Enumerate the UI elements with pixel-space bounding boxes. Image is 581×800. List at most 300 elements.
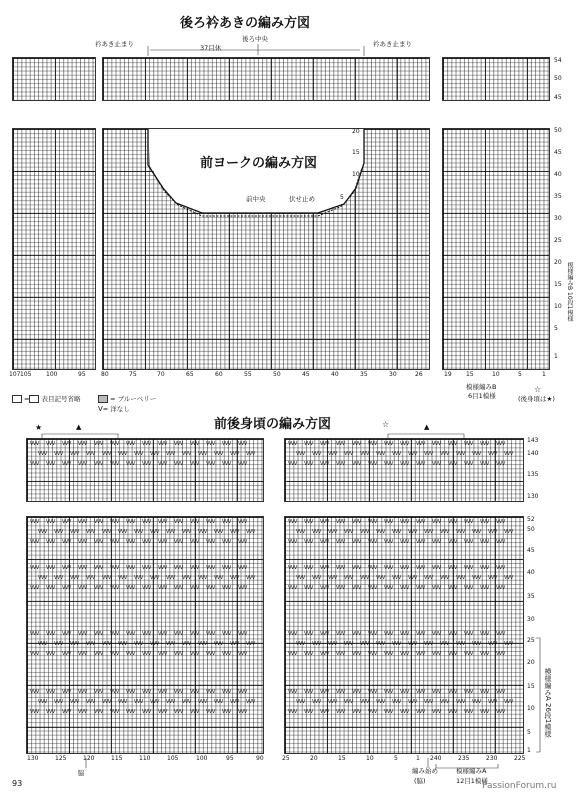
pear-motif-icon: VVV bbox=[296, 451, 305, 457]
front-stitch-number: 35 bbox=[360, 371, 368, 378]
back-neck-row-54: 54 bbox=[554, 57, 562, 64]
pear-motif-icon: VVV bbox=[110, 585, 119, 591]
pear-motif-icon: VVV bbox=[198, 451, 207, 457]
pear-motif-icon: VVV bbox=[392, 451, 401, 457]
pear-motif-icon: VVV bbox=[86, 641, 95, 647]
body-title: 前後身頃の編み方図 bbox=[214, 417, 332, 432]
pear-motif-icon: VVV bbox=[38, 451, 47, 457]
body-row-number: 5 bbox=[527, 729, 531, 736]
pear-motif-icon: VVV bbox=[400, 461, 409, 467]
pear-motif-icon: VVV bbox=[62, 585, 71, 591]
pear-motif-icon: VVV bbox=[432, 519, 441, 525]
pear-motif-icon: VVV bbox=[288, 631, 297, 637]
front-stitch-number: 55 bbox=[244, 371, 252, 378]
pear-motif-icon: VVV bbox=[214, 575, 223, 581]
pear-motif-icon: VVV bbox=[174, 519, 183, 525]
pear-motif-icon: VVV bbox=[158, 585, 167, 591]
pear-motif-icon: VVV bbox=[206, 689, 215, 695]
pear-motif-icon: VVV bbox=[400, 519, 409, 525]
pattern-b-label: 模様編みB bbox=[466, 383, 497, 391]
start-sub-label: (脇) bbox=[414, 777, 426, 785]
pear-motif-icon: VVV bbox=[230, 641, 239, 647]
pear-motif-icon: VVV bbox=[344, 641, 353, 647]
pear-motif-icon: VVV bbox=[440, 641, 449, 647]
front-stitch-number: 10 bbox=[492, 371, 500, 378]
pear-motif-icon: VVV bbox=[320, 651, 329, 657]
pear-motif-icon: VVV bbox=[384, 585, 393, 591]
pear-motif-icon: VVV bbox=[288, 709, 297, 715]
body-row-number: 15 bbox=[527, 683, 535, 690]
pear-motif-icon: VVV bbox=[222, 651, 231, 657]
front-stitch-number: 60 bbox=[215, 371, 223, 378]
pear-motif-icon: VVV bbox=[360, 575, 369, 581]
front-side-row-number: 10 bbox=[554, 303, 562, 310]
pear-motif-icon: VVV bbox=[102, 451, 111, 457]
pear-motif-icon: VVV bbox=[94, 441, 103, 447]
pear-motif-icon: VVV bbox=[464, 585, 473, 591]
pear-motif-icon: VVV bbox=[54, 575, 63, 581]
body-row-number: 143 bbox=[527, 437, 539, 444]
pear-motif-icon: VVV bbox=[150, 575, 159, 581]
pear-motif-icon: VVV bbox=[206, 539, 215, 545]
pear-motif-icon: VVV bbox=[78, 441, 87, 447]
pear-motif-icon: VVV bbox=[448, 709, 457, 715]
page-number: 93 bbox=[12, 779, 23, 788]
pear-motif-icon: VVV bbox=[126, 689, 135, 695]
pear-motif-icon: VVV bbox=[206, 709, 215, 715]
front-stitch-number: 50 bbox=[273, 371, 281, 378]
pear-motif-icon: VVV bbox=[304, 565, 313, 571]
pear-motif-icon: VVV bbox=[480, 539, 489, 545]
pear-motif-icon: VVV bbox=[46, 565, 55, 571]
pear-motif-icon: VVV bbox=[30, 461, 39, 467]
pear-motif-icon: VVV bbox=[206, 519, 215, 525]
pear-motif-icon: VVV bbox=[46, 585, 55, 591]
front-side-row-number: 20 bbox=[554, 259, 562, 266]
pear-motif-icon: VVV bbox=[182, 529, 191, 535]
pear-motif-icon: VVV bbox=[230, 529, 239, 535]
pear-motif-icon: VVV bbox=[416, 689, 425, 695]
pear-motif-icon: VVV bbox=[368, 585, 377, 591]
pear-motif-icon: VVV bbox=[174, 651, 183, 657]
pear-motif-icon: VVV bbox=[238, 565, 247, 571]
pear-motif-icon: VVV bbox=[416, 585, 425, 591]
pear-motif-icon: VVV bbox=[496, 565, 505, 571]
pear-motif-icon: VVV bbox=[384, 631, 393, 637]
bind-off-label: 伏せ止め bbox=[289, 195, 315, 203]
body-row-number: 30 bbox=[527, 616, 535, 623]
pear-motif-icon: VVV bbox=[424, 641, 433, 647]
pear-motif-icon: VVV bbox=[288, 585, 297, 591]
pear-motif-icon: VVV bbox=[416, 709, 425, 715]
pear-motif-icon: VVV bbox=[320, 631, 329, 637]
front-stitch-number: 5 bbox=[518, 371, 522, 378]
pear-motif-icon: VVV bbox=[352, 565, 361, 571]
pear-motif-icon: VVV bbox=[246, 641, 255, 647]
pear-motif-icon: VVV bbox=[464, 651, 473, 657]
pear-motif-icon: VVV bbox=[190, 709, 199, 715]
pear-motif-icon: VVV bbox=[368, 709, 377, 715]
pear-motif-icon: VVV bbox=[296, 641, 305, 647]
pear-motif-icon: VVV bbox=[368, 651, 377, 657]
pear-motif-icon: VVV bbox=[352, 519, 361, 525]
body-stitch-number: 235 bbox=[458, 755, 470, 762]
pear-motif-icon: VVV bbox=[288, 565, 297, 571]
pear-motif-icon: VVV bbox=[376, 529, 385, 535]
pear-motif-icon: VVV bbox=[214, 529, 223, 535]
front-side-row-number: 35 bbox=[554, 193, 562, 200]
back-neck-right-stop: 衿あき止まり bbox=[373, 40, 412, 48]
pear-motif-icon: VVV bbox=[504, 641, 513, 647]
pear-motif-icon: VVV bbox=[336, 585, 345, 591]
pear-motif-icon: VVV bbox=[182, 641, 191, 647]
pear-motif-icon: VVV bbox=[238, 441, 247, 447]
pear-motif-icon: VVV bbox=[328, 575, 337, 581]
body-stitch-number: 5 bbox=[394, 755, 398, 762]
pear-motif-icon: VVV bbox=[424, 575, 433, 581]
pear-motif-icon: VVV bbox=[448, 539, 457, 545]
pear-motif-icon: VVV bbox=[174, 565, 183, 571]
pear-motif-icon: VVV bbox=[328, 451, 337, 457]
pear-motif-icon: VVV bbox=[416, 461, 425, 467]
pear-motif-icon: VVV bbox=[142, 651, 151, 657]
pear-motif-icon: VVV bbox=[424, 451, 433, 457]
pear-motif-icon: VVV bbox=[288, 539, 297, 545]
pear-motif-icon: VVV bbox=[464, 461, 473, 467]
pear-motif-icon: VVV bbox=[190, 461, 199, 467]
pear-motif-icon: VVV bbox=[408, 699, 417, 705]
pear-motif-icon: VVV bbox=[238, 709, 247, 715]
pear-motif-icon: VVV bbox=[368, 565, 377, 571]
pear-motif-icon: VVV bbox=[456, 451, 465, 457]
pear-motif-icon: VVV bbox=[496, 585, 505, 591]
pear-motif-icon: VVV bbox=[304, 689, 313, 695]
pear-motif-icon: VVV bbox=[46, 441, 55, 447]
body-row-number: 10 bbox=[527, 705, 535, 712]
pear-motif-icon: VVV bbox=[288, 519, 297, 525]
pear-motif-icon: VVV bbox=[174, 709, 183, 715]
pear-motif-icon: VVV bbox=[174, 631, 183, 637]
pear-motif-icon: VVV bbox=[288, 689, 297, 695]
pear-motif-icon: VVV bbox=[504, 529, 513, 535]
body-row-number: 135 bbox=[527, 471, 539, 478]
pear-motif-icon: VVV bbox=[206, 651, 215, 657]
pear-motif-icon: VVV bbox=[400, 709, 409, 715]
body-stitch-number: 100 bbox=[196, 755, 208, 762]
pear-motif-icon: VVV bbox=[296, 575, 305, 581]
body-stitch-number: 240 bbox=[430, 755, 442, 762]
pear-motif-icon: VVV bbox=[416, 539, 425, 545]
pear-motif-icon: VVV bbox=[480, 441, 489, 447]
legend-blueberry: = ブルーベリー bbox=[98, 395, 156, 403]
front-stitch-number: 107 bbox=[9, 371, 21, 378]
pear-motif-icon: VVV bbox=[384, 539, 393, 545]
pear-motif-icon: VVV bbox=[384, 441, 393, 447]
front-row-15: 15 bbox=[352, 149, 360, 156]
pear-motif-icon: VVV bbox=[238, 585, 247, 591]
pear-motif-icon: VVV bbox=[480, 461, 489, 467]
front-stitch-number: 1 bbox=[542, 371, 546, 378]
pear-motif-icon: VVV bbox=[456, 575, 465, 581]
pear-motif-icon: VVV bbox=[432, 539, 441, 545]
pear-motif-icon: VVV bbox=[110, 539, 119, 545]
pear-motif-icon: VVV bbox=[440, 451, 449, 457]
pear-motif-icon: VVV bbox=[46, 539, 55, 545]
pear-motif-icon: VVV bbox=[246, 575, 255, 581]
pear-motif-icon: VVV bbox=[38, 529, 47, 535]
legend-pear-icon: V bbox=[98, 405, 103, 413]
pear-motif-icon: VVV bbox=[134, 699, 143, 705]
front-side-row-number: 50 bbox=[554, 127, 562, 134]
pear-motif-icon: VVV bbox=[360, 529, 369, 535]
pear-motif-icon: VVV bbox=[222, 519, 231, 525]
front-stitch-number: 95 bbox=[78, 371, 86, 378]
pear-motif-icon: VVV bbox=[408, 529, 417, 535]
pear-motif-icon: VVV bbox=[198, 529, 207, 535]
front-row-5: 5 bbox=[340, 194, 344, 201]
pear-motif-icon: VVV bbox=[142, 689, 151, 695]
pear-motif-icon: VVV bbox=[182, 451, 191, 457]
pear-motif-icon: VVV bbox=[238, 519, 247, 525]
start-label: 編み始め bbox=[412, 767, 438, 775]
pear-motif-icon: VVV bbox=[352, 461, 361, 467]
front-stitch-number: 40 bbox=[331, 371, 339, 378]
body-stitch-number: 10 bbox=[366, 755, 374, 762]
front-stitch-number: 26 bbox=[415, 371, 423, 378]
pear-motif-icon: VVV bbox=[304, 539, 313, 545]
pear-motif-icon: VVV bbox=[94, 461, 103, 467]
pear-motif-icon: VVV bbox=[424, 699, 433, 705]
front-stitch-number: 15 bbox=[466, 371, 474, 378]
pear-motif-icon: VVV bbox=[432, 631, 441, 637]
pear-motif-icon: VVV bbox=[288, 651, 297, 657]
pear-motif-icon: VVV bbox=[376, 451, 385, 457]
body-stitch-number: 25 bbox=[282, 755, 290, 762]
pear-motif-icon: VVV bbox=[352, 689, 361, 695]
pear-motif-icon: VVV bbox=[312, 699, 321, 705]
pear-motif-icon: VVV bbox=[70, 641, 79, 647]
pear-motif-icon: VVV bbox=[238, 539, 247, 545]
pear-motif-icon: VVV bbox=[70, 699, 79, 705]
pear-motif-icon: VVV bbox=[102, 529, 111, 535]
pear-motif-icon: VVV bbox=[62, 539, 71, 545]
pear-motif-icon: VVV bbox=[206, 565, 215, 571]
pear-motif-icon: VVV bbox=[440, 575, 449, 581]
pear-motif-icon: VVV bbox=[464, 565, 473, 571]
pear-motif-icon: VVV bbox=[222, 565, 231, 571]
pear-motif-icon: VVV bbox=[214, 699, 223, 705]
pear-motif-icon: VVV bbox=[190, 689, 199, 695]
body-triangle-left: ▲ bbox=[76, 423, 82, 431]
pear-motif-icon: VVV bbox=[134, 641, 143, 647]
pear-motif-icon: VVV bbox=[400, 565, 409, 571]
pear-motif-icon: VVV bbox=[38, 641, 47, 647]
pear-motif-icon: VVV bbox=[150, 529, 159, 535]
pear-motif-icon: VVV bbox=[94, 651, 103, 657]
body-row-number: 50 bbox=[527, 526, 535, 533]
pear-motif-icon: VVV bbox=[142, 461, 151, 467]
pear-motif-icon: VVV bbox=[230, 699, 239, 705]
pear-motif-icon: VVV bbox=[198, 575, 207, 581]
body-stitch-number: 120 bbox=[83, 755, 95, 762]
pear-motif-icon: VVV bbox=[190, 565, 199, 571]
pear-motif-icon: VVV bbox=[166, 699, 175, 705]
body-stitch-number: 130 bbox=[27, 755, 39, 762]
body-row-number: 45 bbox=[527, 547, 535, 554]
pear-motif-icon: VVV bbox=[102, 575, 111, 581]
body-stitch-number: 90 bbox=[256, 755, 264, 762]
pear-motif-icon: VVV bbox=[222, 631, 231, 637]
pear-motif-icon: VVV bbox=[368, 519, 377, 525]
pear-motif-icon: VVV bbox=[488, 699, 497, 705]
front-side-row-number: 30 bbox=[554, 215, 562, 222]
pear-motif-icon: VVV bbox=[110, 565, 119, 571]
pear-motif-icon: VVV bbox=[126, 709, 135, 715]
pear-motif-icon: VVV bbox=[142, 565, 151, 571]
pear-motif-icon: VVV bbox=[54, 451, 63, 457]
pear-motif-icon: VVV bbox=[496, 519, 505, 525]
body-stitch-number: 230 bbox=[486, 755, 498, 762]
pear-motif-icon: VVV bbox=[496, 651, 505, 657]
pear-motif-icon: VVV bbox=[142, 709, 151, 715]
pear-motif-icon: VVV bbox=[94, 689, 103, 695]
pear-motif-icon: VVV bbox=[296, 699, 305, 705]
pear-motif-icon: VVV bbox=[54, 641, 63, 647]
pear-motif-icon: VVV bbox=[54, 699, 63, 705]
pear-motif-icon: VVV bbox=[94, 539, 103, 545]
pear-motif-icon: VVV bbox=[376, 641, 385, 647]
pear-motif-icon: VVV bbox=[360, 641, 369, 647]
pear-motif-icon: VVV bbox=[174, 539, 183, 545]
pear-motif-icon: VVV bbox=[118, 641, 127, 647]
pear-motif-icon: VVV bbox=[360, 451, 369, 457]
pear-motif-icon: VVV bbox=[416, 565, 425, 571]
pear-motif-icon: VVV bbox=[78, 585, 87, 591]
pear-motif-icon: VVV bbox=[174, 585, 183, 591]
back-neck-count: 37目休 bbox=[200, 44, 222, 52]
pear-motif-icon: VVV bbox=[456, 699, 465, 705]
pear-motif-icon: VVV bbox=[38, 575, 47, 581]
pear-motif-icon: VVV bbox=[320, 689, 329, 695]
pear-motif-icon: VVV bbox=[190, 585, 199, 591]
pear-motif-icon: VVV bbox=[432, 651, 441, 657]
pear-motif-icon: VVV bbox=[368, 461, 377, 467]
pear-motif-icon: VVV bbox=[78, 709, 87, 715]
pear-motif-icon: VVV bbox=[312, 641, 321, 647]
legend-symbol-note: = 表目記号省略 bbox=[12, 395, 80, 403]
pear-motif-icon: VVV bbox=[392, 575, 401, 581]
pear-motif-icon: VVV bbox=[384, 461, 393, 467]
body-star-white: ☆ bbox=[382, 420, 390, 429]
front-side-row-number: 25 bbox=[554, 237, 562, 244]
pear-motif-icon: VVV bbox=[304, 461, 313, 467]
pear-motif-icon: VVV bbox=[190, 519, 199, 525]
back-neck-row-45: 45 bbox=[554, 94, 562, 101]
pear-motif-icon: VVV bbox=[110, 651, 119, 657]
pear-motif-icon: VVV bbox=[166, 641, 175, 647]
pear-motif-icon: VVV bbox=[288, 461, 297, 467]
pear-motif-icon: VVV bbox=[158, 461, 167, 467]
pear-motif-icon: VVV bbox=[336, 441, 345, 447]
pear-motif-icon: VVV bbox=[78, 651, 87, 657]
front-stitch-number: 19 bbox=[444, 371, 452, 378]
pear-motif-icon: VVV bbox=[504, 451, 513, 457]
pear-motif-icon: VVV bbox=[360, 699, 369, 705]
front-stitch-number: 100 bbox=[46, 371, 58, 378]
pear-motif-icon: VVV bbox=[464, 539, 473, 545]
pear-motif-icon: VVV bbox=[142, 585, 151, 591]
pear-motif-icon: VVV bbox=[320, 461, 329, 467]
front-side-row-number: 5 bbox=[554, 325, 558, 332]
back-neck-row-50: 50 bbox=[554, 75, 562, 82]
pear-motif-icon: VVV bbox=[448, 441, 457, 447]
pear-motif-icon: VVV bbox=[480, 689, 489, 695]
pear-motif-icon: VVV bbox=[238, 631, 247, 637]
pear-motif-icon: VVV bbox=[392, 699, 401, 705]
back-body-mark: (後身頃は★) bbox=[518, 395, 555, 403]
pear-motif-icon: VVV bbox=[448, 565, 457, 571]
front-yoke-title: 前ヨークの編み方図 bbox=[198, 152, 319, 171]
pear-motif-icon: VVV bbox=[126, 519, 135, 525]
pear-motif-icon: VVV bbox=[344, 451, 353, 457]
pear-motif-icon: VVV bbox=[344, 699, 353, 705]
pear-motif-icon: VVV bbox=[328, 641, 337, 647]
pear-motif-icon: VVV bbox=[110, 461, 119, 467]
pear-motif-icon: VVV bbox=[376, 575, 385, 581]
pear-motif-icon: VVV bbox=[46, 709, 55, 715]
pear-motif-icon: VVV bbox=[488, 575, 497, 581]
pear-motif-icon: VVV bbox=[142, 441, 151, 447]
pear-motif-icon: VVV bbox=[126, 651, 135, 657]
pear-motif-icon: VVV bbox=[158, 565, 167, 571]
pear-motif-icon: VVV bbox=[296, 529, 305, 535]
pear-motif-icon: VVV bbox=[190, 441, 199, 447]
pear-motif-icon: VVV bbox=[344, 575, 353, 581]
pear-motif-icon: VVV bbox=[456, 529, 465, 535]
pear-motif-icon: VVV bbox=[304, 651, 313, 657]
pear-motif-icon: VVV bbox=[416, 651, 425, 657]
pear-motif-icon: VVV bbox=[222, 585, 231, 591]
pear-motif-icon: VVV bbox=[78, 539, 87, 545]
body-row-number: 40 bbox=[527, 569, 535, 576]
pear-motif-icon: VVV bbox=[472, 529, 481, 535]
watermark: PassionForum.ru bbox=[482, 781, 557, 791]
pear-motif-icon: VVV bbox=[62, 441, 71, 447]
pear-motif-icon: VVV bbox=[166, 451, 175, 457]
pear-motif-icon: VVV bbox=[400, 631, 409, 637]
pear-motif-icon: VVV bbox=[424, 529, 433, 535]
pear-motif-icon: VVV bbox=[488, 529, 497, 535]
front-stitch-number: 75 bbox=[129, 371, 137, 378]
pear-motif-icon: VVV bbox=[336, 709, 345, 715]
pear-motif-icon: VVV bbox=[126, 631, 135, 637]
pear-motif-icon: VVV bbox=[190, 539, 199, 545]
front-side-row-number: 45 bbox=[554, 149, 562, 156]
pear-motif-icon: VVV bbox=[94, 519, 103, 525]
pear-motif-icon: VVV bbox=[46, 689, 55, 695]
pear-motif-icon: VVV bbox=[134, 451, 143, 457]
pear-motif-icon: VVV bbox=[448, 461, 457, 467]
pear-motif-icon: VVV bbox=[86, 529, 95, 535]
pear-motif-icon: VVV bbox=[464, 709, 473, 715]
pear-motif-icon: VVV bbox=[328, 699, 337, 705]
pear-motif-icon: VVV bbox=[142, 631, 151, 637]
pear-motif-icon: VVV bbox=[416, 519, 425, 525]
front-stitch-number: 70 bbox=[157, 371, 165, 378]
pear-motif-icon: VVV bbox=[376, 699, 385, 705]
pear-motif-icon: VVV bbox=[158, 709, 167, 715]
body-stitch-number: 1 bbox=[416, 755, 420, 762]
